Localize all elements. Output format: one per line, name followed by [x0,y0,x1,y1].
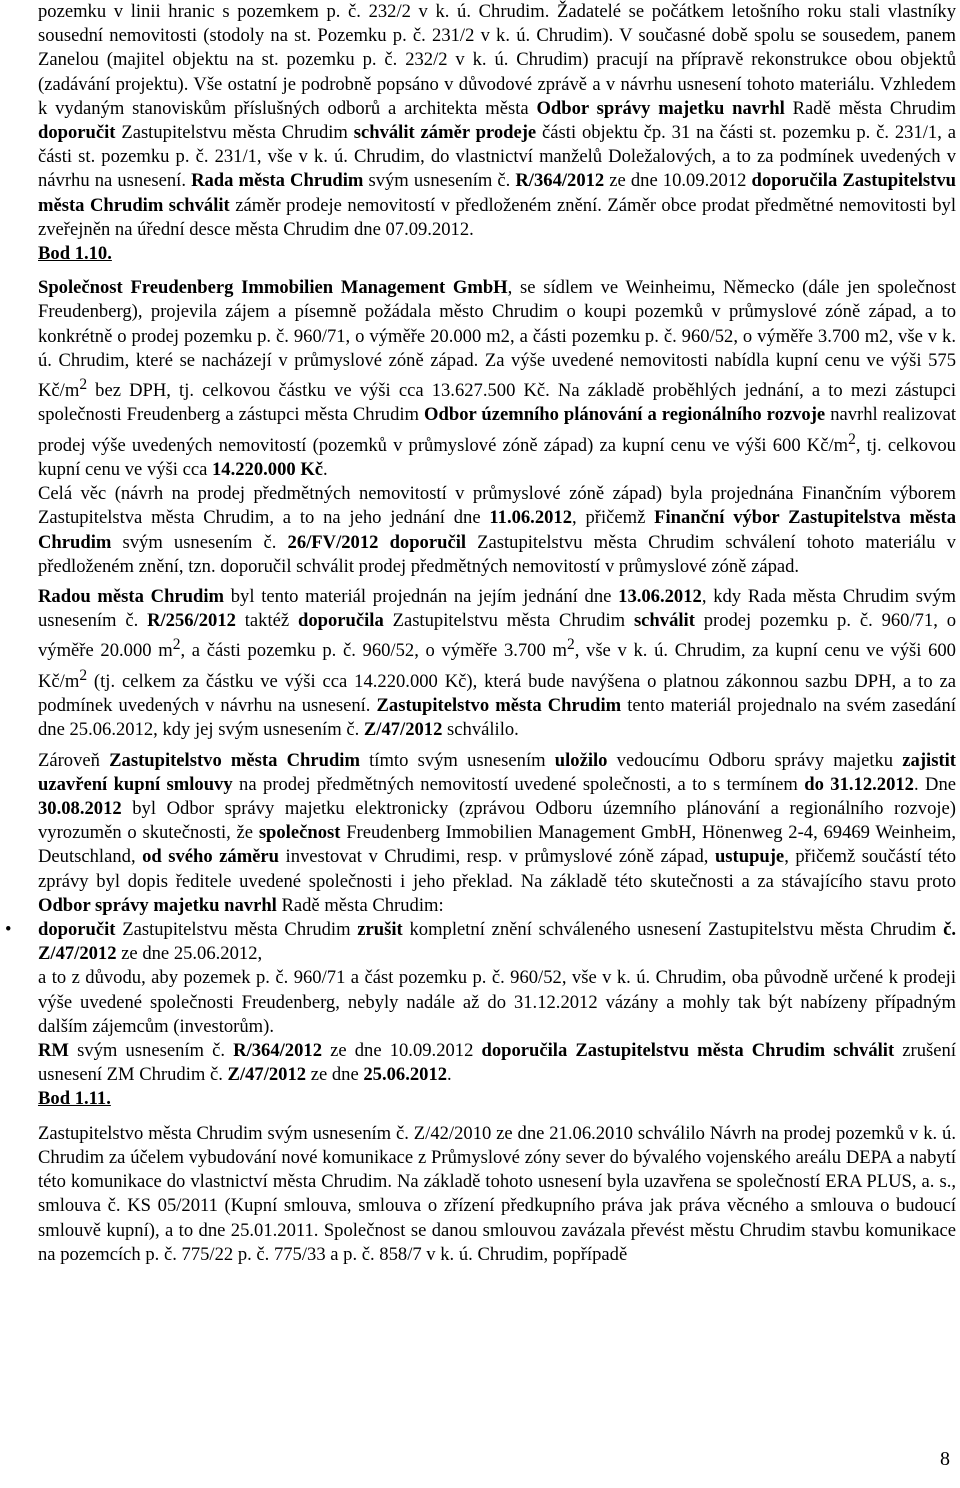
bold-run: Z/47/2012 [227,1064,307,1086]
text-run: , a části pozemku p. č. 960/52, o výměře 3.700 m [180,640,567,662]
text-run: . [323,459,328,481]
text-run: Zastupitelstvo města Chrudim svým usnesením č. Z/42/2010 ze dne 21.06.2010 schválilo Návrh na prodej pozemků v k. ú. Chrudim za účelem vybudování nové komunikace z Průmyslové zóny sever do bývalého vojenského areálu DEPA a nabytí této komunikace do vlastnictví města Chrudim. Na základě tohoto usnesení byla uzavřena se společností ERA PLUS, a. s., smlouva č. KS 05/2011 (Kupní smlouva, smlouva o zřízení předkupního práva jak práva věcného a smlouva o budoucí smlouvě kupní), a to dne 25.01.2011. Společnost se danou smlouvou zavázala převést městu Chrudim stavbu komunikace na pozemcích p. č. 775/22 p. č. 775/33 a p. č. 858/7 v k. ú. Chrudim, popřípadě [38,1122,956,1265]
text-run: byl tento materiál projednán na jejím jednání dne [224,586,619,608]
paragraph-freudenberg-interest [38,276,956,482]
bold-run: Z/47/2012 [363,719,443,741]
bold-run: ustupuje [714,846,785,868]
text-run: Zastupitelstvu města Chrudim [115,122,354,144]
bold-run: uložilo [554,749,608,771]
paragraph-withdrawal [38,749,956,918]
paragraph-financial-committee [38,482,956,579]
bold-run: doporučit [38,122,116,144]
bold-run: doporučit [38,919,116,941]
text-run: Zastupitelstvu města Chrudim [115,919,358,941]
text-run: zrušení usnesení ZM Chrudim č. [38,1040,956,1086]
text-run: navrhl realizovat prodej výše uvedených nemovitostí (pozemků v průmyslové zóně západ) za kupní cenu ve výši 600 Kč/m [38,404,957,456]
bold-run: 26/FV/2012 doporučil [287,531,467,553]
text-run: na prodej předmětných nemovitostí uvedené společnosti, a to s termínem [232,773,805,795]
text-run: svým usnesením č. [363,170,516,192]
bold-run: Radou města Chrudim [38,586,224,608]
section-heading-bod-1-10: Bod 1.10. [38,243,112,265]
bold-run: Odbor územního plánování a regionálního rozvoje [424,404,826,426]
bold-run: schválit záměr prodeje [353,122,537,144]
text-run: pozemku v linii hranic s pozemkem p. č. 232/2 v k. ú. Chrudim. Žadatelé se počátkem letošního roku stali vlastníky sousední nemovitosti (stodoly na st. Pozemku p. č. 231/2 v k. ú. Chrudim). V současné době spolu se sousedem, panem Zanelou (majitel objektu na st. pozemku p. č. 232/2 v k. ú. Chrudim) pracují na přípravě rekonstrukce obou objektů (zadávání projektu). Vše ostatní je podrobně popsáno v důvodové zprávě a v návrhu usnesení tohoto materiálu. Vzhledem k vydaným stanoviskům příslušných odborů a architekta města [38,1,956,119]
text-run: . [447,1064,452,1086]
text-run: Celá věc (návrh na prodej předmětných nemovitostí v průmyslové zóně západ) byla projednána Finančním výborem Zastupitelstva města Chrudim, a to na jeho jednání dne [38,483,956,529]
text-run: , přičemž [572,507,655,529]
text-run: bez DPH, tj. celkovou částku ve výši cca 13.627.500 Kč. Na základě proběhlých jednání, a to mezi zástupci společnosti Freudenberg a zástupci města Chrudim [38,380,956,426]
text-run: záměr prodeje nemovitostí v předloženém znění. Záměr obce prodat předmětné nemovitosti byl zveřejněn na úřední desce města Chrudim dne 07.09.2012. [38,194,956,240]
bold-run: doporučila Zastupitelstvu města Chrudim schválit [481,1040,895,1062]
text-run: taktéž [235,610,298,632]
text-run: Freudenberg Immobilien Management GmbH, Hönenweg 2-4, 69469 Weinheim, Deutschland, [38,822,956,868]
text-run: kompletní znění schváleného usnesení Zastupitelstvu města Chrudim [402,919,944,941]
text-run: , vše v k. ú. Chrudim, za kupní cenu ve výši 600 Kč/m [38,640,956,693]
document-page [5,0,957,1267]
bold-run: od svého záměru [142,846,280,868]
text-run: části objektu čp. 31 na části st. pozemku p. č. 231/1, a části st. pozemku p. č. 231/1, vše v k. ú. Chrudim, do vlastnictví manželů Doležalových, a to za podmínek uvedených v návrhu na usnesení. [38,122,956,192]
bold-run: RM [38,1040,69,1062]
bold-run: Odbor správy majetku navrhl [536,97,785,119]
bold-run: 11.06.2012 [489,507,573,529]
bold-run: Zastupitelstvo města Chrudim [109,749,360,771]
text-run: svým usnesením č. [68,1040,234,1062]
section-heading-bod-1-11: Bod 1.11. [38,1088,111,1110]
superscript: 2 [79,666,88,684]
bold-run: doporučila Zastupitelstvu města Chrudim schválit [38,170,956,216]
text-run: ze dne [306,1064,364,1086]
bold-run: Společnost Freudenberg Immobilien Management GmbH [38,277,508,299]
bold-run: Odbor správy majetku navrhl [38,894,277,916]
paragraph-rm-recommendation [38,1039,956,1087]
text-run: tímto svým usnesením [359,749,555,771]
text-run: Zároveň [38,749,110,771]
paragraph-reason [38,966,956,1039]
text-run: Zastupitelstvu města Chrudim [383,610,634,632]
text-run: ze dne 10.09.2012 [322,1040,482,1062]
bold-run: 13.06.2012 [618,586,702,608]
text-run: schválilo. [442,719,519,741]
bullet-icon: • [5,919,12,941]
bold-run: R/256/2012 [147,610,236,632]
bold-run: č. Z/47/2012 [38,919,956,965]
bold-run: Rada města Chrudim [191,170,364,192]
superscript: 2 [566,636,575,654]
bold-run: 30.08.2012 [38,798,122,820]
text-run: investovat v Chrudimi, resp. v průmyslové zóně západ, [279,846,715,868]
text-run: Radě města Chrudim [784,97,957,119]
bold-run: 14.220.000 Kč [212,459,324,481]
superscript: 2 [848,430,856,448]
bullet-item-cancel-resolution [5,918,956,966]
bold-run: doporučila [297,610,384,632]
text-run: , přičemž součástí této zprávy byl dopis ředitele uvedené společnosti i jeho překlad. Na základě této skutečnosti a za stávajícího stavu proto [38,846,956,892]
bold-run: 25.06.2012 [363,1064,448,1086]
bold-run: Finanční výbor Zastupitelstva města Chrudim [38,507,956,553]
text-run: , kdy Rada města Chrudim svým usnesením č. [38,586,956,632]
paragraph-zanela-objects [38,0,956,242]
bold-run: R/364/2012 [515,170,605,192]
text-run: prodej pozemku p. č. 960/71, o výměře 20.000 m [38,610,956,662]
text-run: . Dne [913,773,956,795]
bold-run: schválit [633,610,695,632]
superscript: 2 [79,376,88,394]
text-run: Zastupitelstvu města Chrudim schválení tohoto materiálu v předloženém znění, tzn. doporučil schválit prodej předmětných nemovitostí v průmyslové zóně západ. [38,531,956,577]
bold-run: do 31.12.2012 [804,773,914,795]
text-run: a to z důvodu, aby pozemek p. č. 960/71 a část pozemku p. č. 960/52, vše v k. ú. Chrudim, oba původně určené k prodeji výše uvedené společnosti Freudenberg, nebyly nadále až do 31.12.2012 vázány a mohly tak být nabízeny případným dalším zájemcům (investorům). [38,967,956,1037]
text-run: vedoucímu Odboru správy majetku [607,749,903,771]
paragraph-city-council [38,585,956,743]
text-run: , se sídlem ve Weinheimu, Německo (dále jen společnost Freudenberg), projevila zájem a písemně požádala město Chrudim o koupi pozemků v průmyslové zóně západ, a to konkrétně o prodej pozemku p. č. 960/71, o výměře 20.000 m2, a části pozemku p. č. 960/52, o výměře 3.700 m2, vše v k. ú. Chrudim, které se nacházejí v průmyslové zóně západ. Za výše uvedené nemovitosti nabídla kupní cenu ve výši 575 Kč/m [38,277,957,402]
text-run: tento materiál projednalo na svém zasedání dne 25.06.2012, kdy jej svým usnesením č. [38,695,956,741]
text-run: byl Odbor správy majetku elektronicky (zprávou Odboru územního plánování a regionálního rozvoje) vyrozuměn o skutečnosti, že [38,798,956,844]
bold-run: zrušit [357,919,403,941]
bold-run: zajistit uzavření kupní smlouvy [38,749,956,795]
bold-run: společnost [258,822,341,844]
bold-run: R/364/2012 [233,1040,322,1062]
text-run: (tj. celkem za částku ve výši cca 14.220.000 Kč), která bude navýšena o platnou zákonnou sazbu DPH, a to za podmínek uvedených v návrhu na usnesení. [38,671,956,717]
text-run: , tj. celkovou kupní cenu ve výši cca [38,434,956,481]
bold-run: Zastupitelstvo města Chrudim [376,695,622,717]
superscript: 2 [172,636,181,654]
text-run: ze dne 25.06.2012, [116,943,263,965]
text-run: svým usnesením č. [111,531,288,553]
text-run: ze dne 10.09.2012 [604,170,752,192]
page-number: 8 [940,1448,950,1470]
paragraph-era-plus [38,1122,956,1267]
text-run: Radě města Chrudim: [276,894,444,916]
